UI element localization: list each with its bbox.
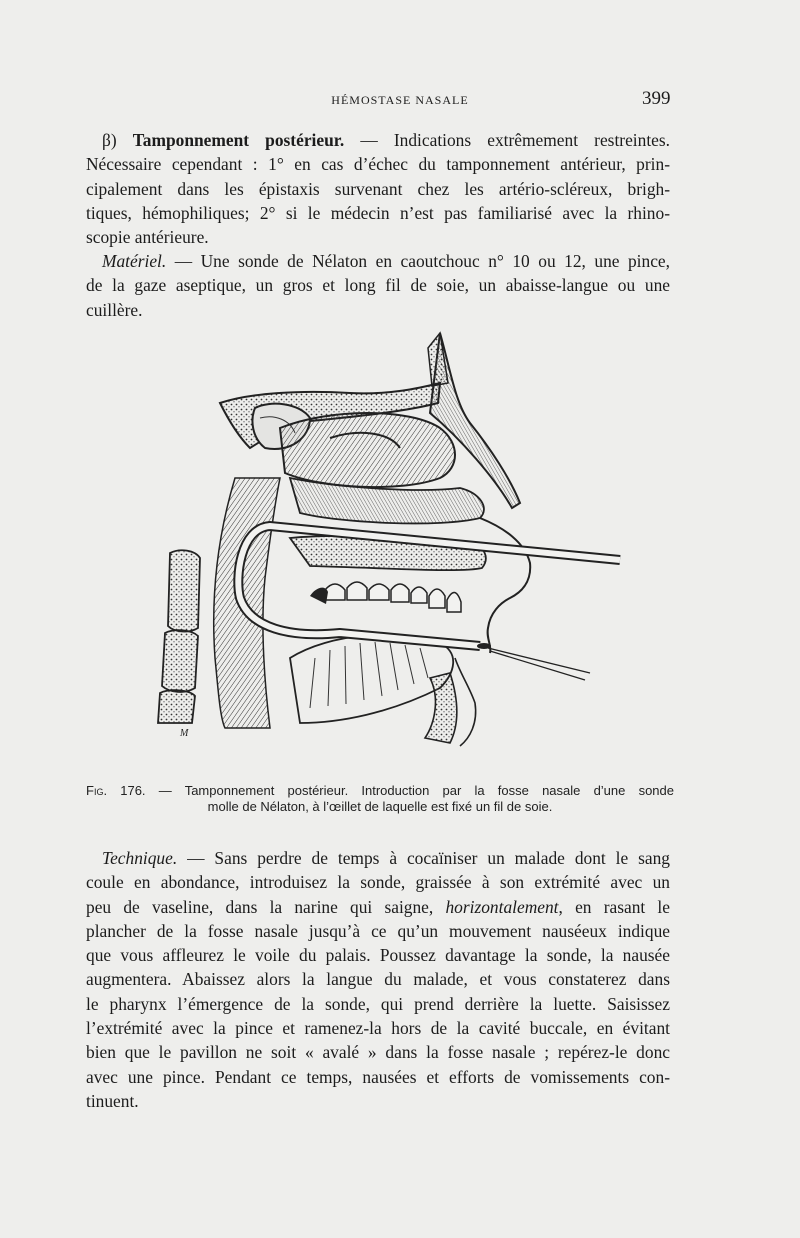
- paragraph-line: [86, 249, 670, 273]
- figure-number: Fig. 176.: [86, 783, 146, 798]
- paragraph-line: cipalement dans les épistaxis survenant chez les artério-scléreux, brigh-: [86, 178, 670, 199]
- text-span: — Indications extrêmement restreintes.: [344, 130, 670, 150]
- paragraph-line: [86, 128, 670, 152]
- engraver-signature: M: [180, 728, 189, 739]
- text-span: — Sans perdre de temps à cocaïniser un malade dont le sang: [177, 848, 670, 868]
- sagittal-section-drawing: [140, 328, 630, 748]
- section-posterior-packing: [86, 128, 670, 249]
- paragraph-line: [86, 895, 670, 919]
- section-materials: [86, 249, 670, 322]
- paragraph-line: le pharynx l’émergence de la sonde, qui prend derrière la luette. Saisissez: [86, 993, 670, 1014]
- emphasis-word: horizontalement: [445, 896, 559, 917]
- materials-label: Matériel.: [102, 251, 167, 271]
- section-heading: Tamponnement postérieur.: [132, 130, 345, 150]
- paragraph-line: plancher de la fosse nasale jusqu’à ce qu’un mouvement nauséeux indique: [86, 920, 670, 941]
- text-span: — Une sonde de Nélaton en caoutchouc n° 10 ou 12, une pince,: [166, 251, 670, 271]
- section-marker: β): [102, 130, 117, 150]
- paragraph-line: avec une pince. Pendant ce temps, nausées et efforts de vomissements con-: [86, 1066, 670, 1087]
- paragraph-line: cuillère.: [86, 299, 143, 320]
- paragraph-line: augmentera. Abaissez alors la langue du malade, et vous constaterez dans: [86, 969, 670, 990]
- paragraph-line: que vous affleurez le voile du palais. Poussez davantage la sonde, la nausée: [86, 945, 670, 966]
- paragraph-line: coule en abondance, introduisez la sonde, graissée à son extrémité avec un: [86, 872, 670, 893]
- paragraph-line: scopie antérieure.: [86, 227, 209, 248]
- paragraph-line: tiques, hémophiliques; 2° si le médecin n’est pas familiarisé avec la rhino-: [86, 202, 670, 223]
- caption-line: molle de Nélaton, à l’œillet de laquelle est fixé un fil de soie.: [207, 799, 553, 814]
- paragraph-line: [86, 846, 670, 870]
- paragraph-line: de la gaze aseptique, un gros et long fil de soie, un abaisse-langue ou une: [86, 275, 670, 296]
- text-span: peu de vaseline, dans la narine qui saigne,: [86, 896, 446, 917]
- section-technique: [86, 846, 670, 1113]
- figure-caption: [86, 783, 674, 815]
- page-number: 399: [642, 88, 671, 109]
- technique-label: Technique.: [102, 848, 178, 868]
- caption-line: [86, 783, 674, 799]
- paragraph-line: l’extrémité avec la pince et ramenez-la hors de la cavité buccale, en évitant: [86, 1018, 670, 1039]
- text-span: — Tamponnement postérieur. Introduction par la fosse nasale d’une sonde: [145, 783, 674, 798]
- paragraph-line: tinuent.: [86, 1090, 139, 1111]
- paragraph-line: bien que le pavillon ne soit « avalé » dans la fosse nasale ; repérez-le donc: [86, 1042, 670, 1063]
- running-title: HÉMOSTASE NASALE: [331, 93, 469, 107]
- figure-illustration: [140, 328, 630, 748]
- text-span: , en rasant le: [558, 896, 670, 917]
- paragraph-line: Nécessaire cependant : 1° en cas d’échec du tamponnement antérieur, prin-: [86, 154, 670, 175]
